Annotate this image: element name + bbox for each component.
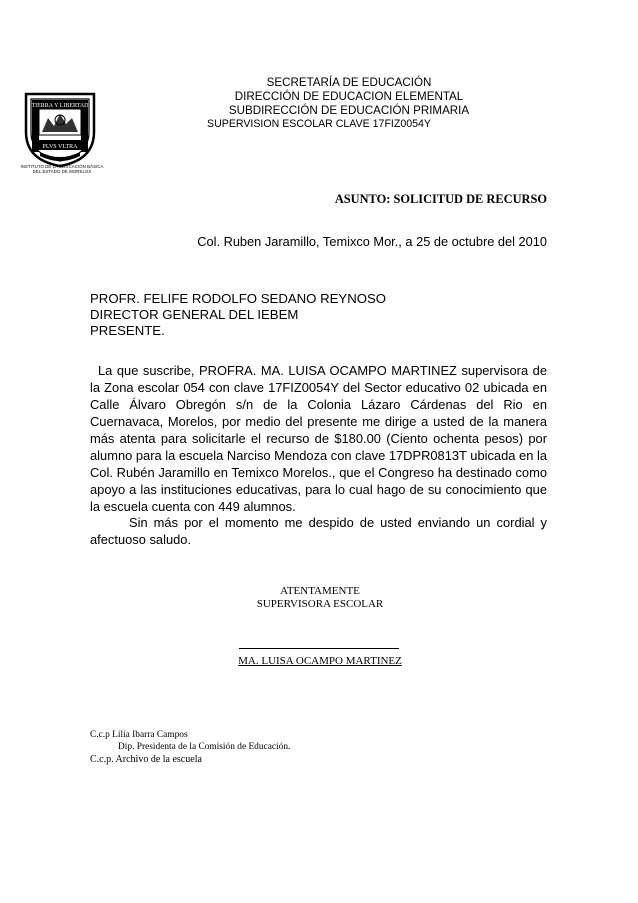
signature-line [239, 648, 399, 649]
state-seal-icon [22, 88, 98, 168]
body-paragraph-2: Sin más por el momento me despido de usted enviando un cordial y afectuoso saludo. [90, 515, 547, 547]
seal-banner-text: TIERRA Y LIBERTAD [31, 103, 89, 109]
cc-line-1: C.c.p Lilia Ibarra Campos [90, 730, 188, 740]
cc-line-3: C.c.p. Archivo de la escuela [90, 754, 202, 765]
recipient-title: DIRECTOR GENERAL DEL IEBEM [90, 307, 299, 322]
header-line1: SECRETARÍA DE EDUCACIÓN [266, 76, 432, 89]
header-line3: SUBDIRECCIÓN DE EDUCACIÓN PRIMARIA [228, 104, 470, 117]
institute-line2: DEL ESTADO DE MORELOS [32, 169, 92, 175]
closing-attentively: ATENTAMENTE [280, 585, 360, 597]
institute-line1: INSTITUTO DE LA EDUCACIÓN BÁSICA [20, 164, 104, 169]
closing-role: SUPERVISORA ESCOLAR [256, 598, 384, 610]
body-paragraph-1: La que suscribe, PROFRA. MA. LUISA OCAMPO MARTINEZ supervisora de la Zona escolar 054 con clave 17FIZ0054Y del Sector educativo 02 ubicada en Calle Álvaro Obregón s/n de la Colonia Lázaro Cárdenas del Rio en Cuernavaca, Morelos, por medio del presente me dirige a usted de la manera más atenta para solicitarle el recurso de $180.00 (Ciento ochenta pesos) por alumno para la escuela Narciso Mendoza con clave 17DPR0813T ubicada en la Col. Rubén Jaramillo en Temixco Morelos., que el Congreso ha destinado como apoyo a las instituciones educativas, para lo cual hago de su conocimiento que la escuela cuenta con 449 alumnos. [90, 363, 547, 514]
date-line: Col. Ruben Jaramillo, Temixco Mor., a 25 de octubre del 2010 [197, 234, 547, 249]
recipient-name: PROFR. FELIFE RODOLFO SEDANO REYNOSO [90, 291, 387, 306]
header-line4: SUPERVISION ESCOLAR CLAVE 17FIZ0054Y [207, 118, 431, 130]
cc-line-2: Dip. Presidenta de la Comisión de Educación. [118, 742, 291, 752]
seal-inner-text: PLVS VLTRA [42, 144, 78, 150]
header-line2: DIRECCIÓN DE EDUCACION ELEMENTAL [234, 90, 464, 103]
subject-line: ASUNTO: SOLICITUD DE RECURSO [334, 192, 547, 206]
recipient-presente: PRESENTE. [90, 323, 165, 338]
signer-name: MA. LUISA OCAMPO MARTINEZ [238, 655, 402, 667]
institute-caption [14, 164, 110, 174]
